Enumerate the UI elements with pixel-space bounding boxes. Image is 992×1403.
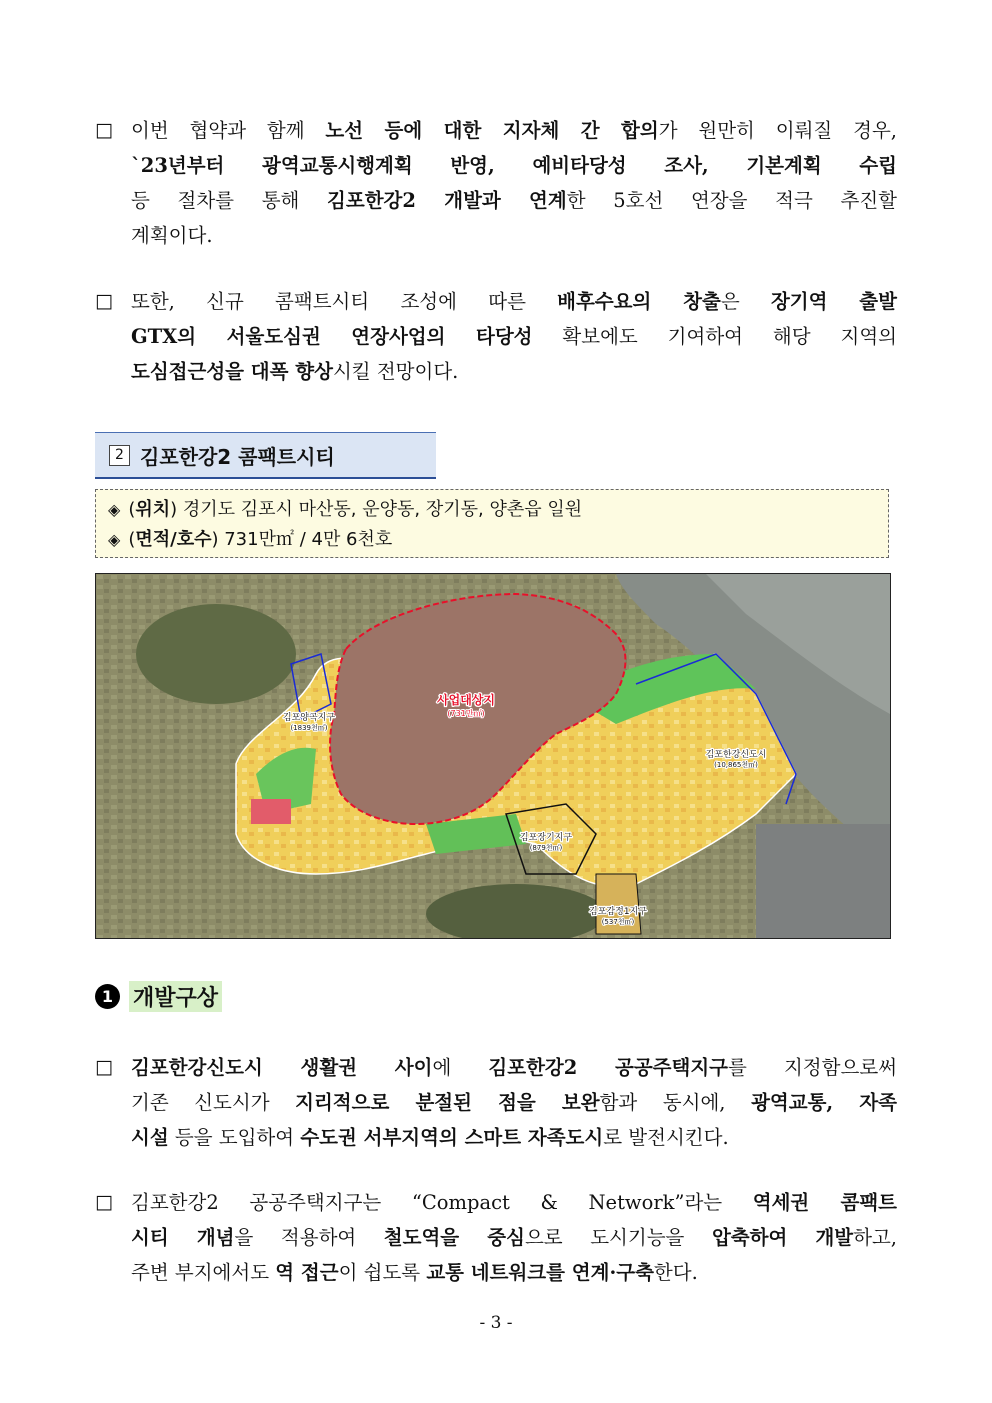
- bold-text: 교통 네트워크를 연계·구축: [426, 1261, 654, 1284]
- text: 시킬 전망이다.: [332, 360, 459, 383]
- checkbox-bullet: □: [95, 290, 113, 312]
- text: 이번 협약과 함께: [131, 119, 326, 142]
- checkbox-bullet: □: [95, 119, 113, 141]
- location-label: 위치: [135, 499, 171, 520]
- location-value: 경기도 김포시 마산동, 운양동, 장기동, 양촌읍 일원: [182, 499, 583, 520]
- bold-text: 노선 등에 대한 지자체 간 합의: [325, 119, 659, 142]
- target-area-sublabel: (731만㎡): [447, 709, 485, 718]
- text: 이 쉽도록: [338, 1261, 427, 1284]
- gamjeong-sublabel: (537천㎡): [601, 918, 635, 926]
- text: 가 원만히 이뤄질 경우,: [658, 119, 897, 142]
- bold-text: 김포한강신도시 생활권 사이: [131, 1056, 433, 1079]
- text: 등을 도입하여: [168, 1126, 301, 1149]
- location-line: ◈ (위치) 경기도 김포시 마산동, 운양동, 장기동, 양촌읍 일원: [108, 499, 583, 520]
- paragraph-1: [95, 113, 897, 253]
- janggi-sublabel: (879천㎡): [529, 844, 563, 852]
- bold-text: 수도권 서부지역의 스마트 자족도시: [300, 1126, 604, 1149]
- paragraph-4: [95, 1185, 897, 1290]
- site-map: [95, 573, 891, 939]
- bold-text: 지리적으로 분절된 점을 보완: [295, 1091, 600, 1114]
- info-box: [95, 489, 889, 558]
- text: 에: [432, 1056, 489, 1079]
- newtown-sublabel: (10,865천㎡): [714, 761, 758, 769]
- text: 계획이다.: [131, 224, 213, 247]
- text: 으로 도시기능을: [524, 1226, 712, 1249]
- section-number: 2: [109, 445, 130, 466]
- text: 또한, 신규 콤팩트시티 조성에 따른: [131, 290, 558, 313]
- page-number: - 3 -: [479, 1313, 513, 1333]
- bold-text: 장기역 출발: [770, 290, 897, 313]
- text: 은: [720, 290, 771, 313]
- text: 을 적용하여: [234, 1226, 384, 1249]
- bold-text: 김포한강2 개발과 연계: [327, 189, 567, 212]
- text: 기존 신도시가: [131, 1091, 296, 1114]
- gamjeong-label: 김포감정1지구: [589, 907, 647, 917]
- area-value: 731만㎡ / 4만 6천호: [224, 529, 393, 550]
- bold-text: 시설: [131, 1126, 169, 1149]
- text: 김포한강2 공공주택지구는 “Compact & Network”라는: [131, 1191, 753, 1214]
- text: 주변 부지에서도: [131, 1261, 276, 1284]
- bold-text: GTX의 서울도심권 연장사업의 타당성: [131, 325, 533, 348]
- target-area-label: 사업대상지: [437, 693, 495, 707]
- checkbox-bullet: □: [95, 1056, 113, 1078]
- bold-text: 역 접근: [275, 1261, 339, 1284]
- text: 하고,: [853, 1226, 897, 1249]
- subsection-number: 1: [95, 984, 120, 1009]
- diamond-bullet-icon: ◈: [108, 500, 121, 519]
- diamond-bullet-icon: ◈: [108, 530, 121, 549]
- text: 확보에도 기여하여 해당 지역의: [532, 325, 897, 348]
- bold-text: 역세권 콤팩트: [752, 1191, 897, 1214]
- text: 함과 동시에,: [599, 1091, 752, 1114]
- bold-text: 철도역을 중심: [383, 1226, 525, 1249]
- bold-text: 압축하여 개발: [711, 1226, 854, 1249]
- area-label: 면적/호수: [135, 529, 212, 550]
- bold-text: 김포한강2 공공주택지구: [488, 1056, 729, 1079]
- bold-text: 시티 개념: [131, 1226, 235, 1249]
- paragraph-3: [95, 1050, 897, 1155]
- newtown-label: 김포한강신도시: [705, 750, 767, 760]
- janggi-label: 김포장기지구: [519, 833, 573, 843]
- text: 등 절차를 통해: [131, 189, 328, 212]
- bold-text: 배후수요의 창출: [557, 290, 721, 313]
- bold-text: 광역교통, 자족: [751, 1091, 898, 1114]
- subsection-title: 개발구상: [129, 981, 222, 1012]
- bold-text: 도심접근성을 대폭 향상: [131, 360, 333, 383]
- yanggok-sublabel: (1839천㎡): [290, 724, 328, 732]
- text: 로 발전시킨다.: [603, 1126, 729, 1149]
- subsection-heading: [95, 978, 222, 1014]
- text: 한다.: [653, 1261, 698, 1284]
- area-line: ◈ (면적/호수) 731만㎡ / 4만 6천호: [108, 529, 393, 550]
- text: 를 지정함으로써: [728, 1056, 897, 1079]
- yanggok-label: 김포양곡지구: [282, 713, 336, 723]
- paragraph-2: [95, 284, 897, 389]
- bold-text: `23년부터 광역교통시행계획 반영, 예비타당성 조사, 기본계획 수립: [131, 154, 897, 177]
- checkbox-bullet: □: [95, 1191, 113, 1213]
- text: 한 5호선 연장을 적극 추진할: [566, 189, 897, 212]
- section-title: 김포한강2 콤팩트시티: [140, 444, 335, 469]
- section-heading: [95, 432, 436, 479]
